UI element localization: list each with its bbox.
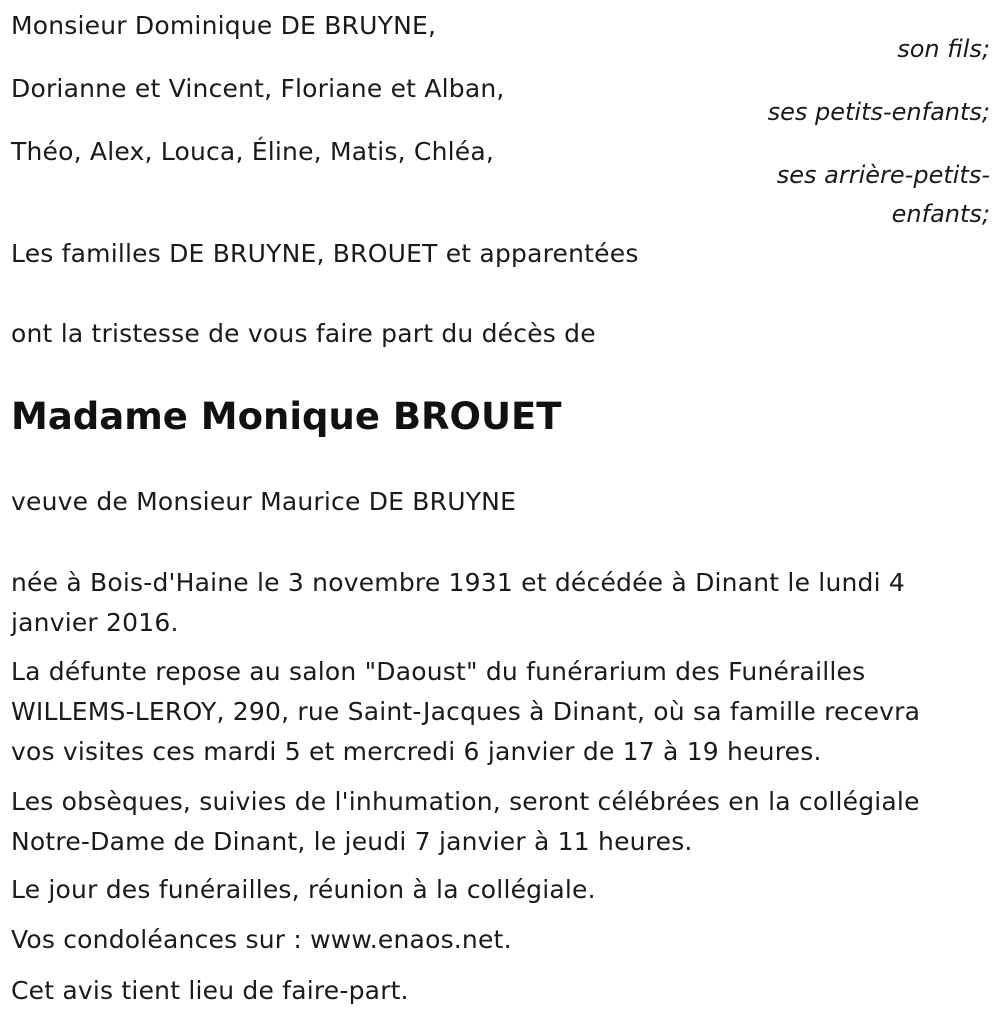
son-name: Monsieur Dominique DE BRUYNE, bbox=[11, 11, 437, 40]
condolences-paragraph: Vos condoléances sur : www.enaos.net. bbox=[11, 925, 512, 954]
funeral-paragraph: Les obsèques, suivies de l'inhumation, seront célébrées en la collégiale Notre-Dame de Dinant, le jeudi 7 janvier à 11 heures. bbox=[11, 787, 920, 856]
grandchildren-relation: ses petits-enfants; bbox=[767, 98, 990, 126]
meeting-paragraph: Le jour des funérailles, réunion à la collégiale. bbox=[11, 875, 596, 904]
announcement-text: ont la tristesse de vous faire part du décès de bbox=[11, 319, 596, 348]
great-grandchildren-relation-line2: enfants; bbox=[891, 200, 990, 228]
deceased-name: Madame Monique BROUET bbox=[11, 395, 562, 438]
great-grandchildren-relation-line1: ses arrière-petits- bbox=[776, 161, 990, 189]
great-grandchildren-names: Théo, Alex, Louca, Éline, Matis, Chléa, bbox=[11, 137, 495, 166]
repose-paragraph: La défunte repose au salon "Daoust" du funérarium des Funérailles WILLEMS-LEROY, 290, rue Saint-Jacques à Dinant, où sa famille recevra vos visites ces mardi 5 et mercredi 6 janvier de 17 à 19 heures. bbox=[11, 657, 921, 766]
grandchildren-names: Dorianne et Vincent, Floriane et Alban, bbox=[11, 74, 505, 103]
notice-paragraph: Cet avis tient lieu de faire-part. bbox=[11, 976, 409, 1005]
birth-death-paragraph: née à Bois-d'Haine le 3 novembre 1931 et décédée à Dinant le lundi 4 janvier 2016. bbox=[11, 568, 906, 637]
extended-families: Les familles DE BRUYNE, BROUET et apparentées bbox=[11, 239, 639, 268]
son-relation: son fils; bbox=[897, 35, 990, 63]
widow-of: veuve de Monsieur Maurice DE BRUYNE bbox=[11, 487, 517, 516]
